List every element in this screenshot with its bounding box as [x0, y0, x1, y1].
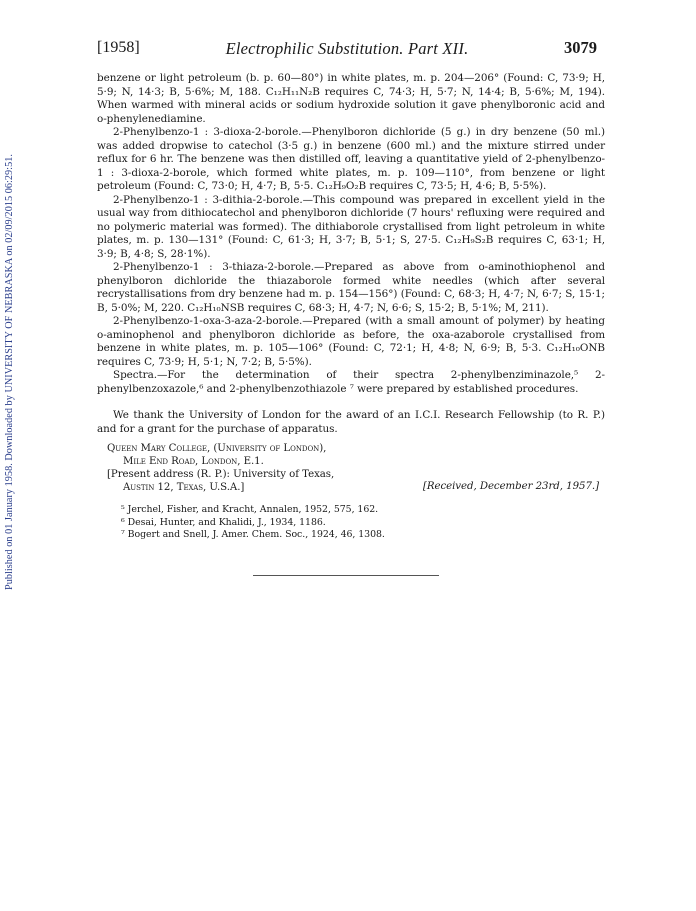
received-date: [Received, December 23rd, 1957.]	[422, 481, 599, 492]
address-line: Queen Mary College, (University of London),	[107, 443, 327, 454]
references	[97, 504, 605, 542]
paragraph-dioxaborole: 2-Phenylbenzo-1 : 3-dioxa-2-borole.—Phenylboron dichloride (5 g.) in dry benzene (50 ml.) was added dropwise to catechol (3·5 g.) in benzene (600 ml.) and the mixture stirred under reflux for 6 hr. The benzene was then distilled off, leaving a quantitative yield of 2-phenylbenzo-1 : 3-dioxa-2-borole, which formed white plates, m. p. 109—110°, from benzene or light petroleum (Found: C, 73·0; H, 4·7; B, 5·5. C₁₂H₉O₂B requires C, 73·5; H, 4·6; B, 5·5%).	[97, 126, 605, 192]
paragraph-oxazaborole: 2-Phenylbenzo-1-oxa-3-aza-2-borole.—Prepared (with a small amount of polymer) by heating o-aminophenol and phenylboron dichloride as before, the oxa-azaborole crystallised from benzene in white plates, m. p. 105—106° (Found: C, 72·1; H, 4·8; N, 6·9; B, 5·3. C₁₂H₁₀ONB requires C, 73·9; H, 5·1; N, 7·2; B, 5·5%).	[97, 315, 605, 368]
address-line: Mile End Road, London, E.1.	[123, 456, 264, 467]
paragraph-thiazaborole: 2-Phenylbenzo-1 : 3-thiaza-2-borole.—Prepared as above from o-aminothiophenol and phenylboron dichloride the thiazaborole formed white needles (which after several recrystallisations from dry benzene had m. p. 154—156°) (Found: C, 68·3; H, 4·7; N, 6·7; S, 15·1; B, 5·0%; M, 220. C₁₂H₁₀NSB requires C, 68·3; H, 4·7; N, 6·6; S, 15·2; B, 5·1%; M, 211).	[97, 261, 605, 314]
end-rule	[253, 575, 439, 576]
header-year: [1958]	[97, 39, 140, 56]
paragraph-spectra: Spectra.—For the determination of their spectra 2-phenylbenziminazole,⁵ 2-phenylbenzoxazole,⁶ and 2-phenylbenzothiazole ⁷ were prepared by established procedures.	[97, 369, 605, 395]
reference-item: ⁵ Jerchel, Fisher, and Kracht, Annalen, 1952, 575, 162.	[121, 504, 379, 515]
article-body	[97, 72, 605, 542]
header-title: Electrophilic Substitution. Part XII.	[225, 39, 469, 58]
address-line: Austin 12, Texas, U.S.A.]	[123, 482, 245, 493]
reference-item: ⁶ Desai, Hunter, and Khalidi, J., 1934, 1186.	[121, 516, 326, 528]
page-number: 3079	[564, 38, 597, 57]
paragraph-continued: benzene or light petroleum (b. p. 60—80°) in white plates, m. p. 204—206° (Found: C, 73·9; H, 5·9; N, 14·3; B, 5·6%; M, 188. C₁₂H₁₁N₂B requires C, 74·3; H, 5·7; N, 14·4; B, 5·6%; M, 194). When warmed with mineral acids or sodium hydroxide solution it gave phenylboronic acid and o-phenylenediamine.	[97, 72, 605, 125]
download-watermark: Published on 01 January 1958. Downloaded by UNIVERSITY OF NEBRASKA on 02/09/2015 06:29:51.	[4, 154, 15, 590]
acknowledgement: We thank the University of London for the award of an I.C.I. Research Fellowship (to R. P.) and for a grant for the purchase of apparatus.	[97, 409, 605, 435]
affiliation-block	[97, 440, 605, 496]
page-header	[97, 37, 597, 59]
paragraph-dithiaborole: 2-Phenylbenzo-1 : 3-dithia-2-borole.—This compound was prepared in excellent yield in the usual way from dithiocatechol and phenylboron dichloride (7 hours' refluxing were required and no polymeric material was formed). The dithiaborole crystallised from light petroleum in white plates, m. p. 130—131° (Found: C, 61·3; H, 3·7; B, 5·1; S, 27·5. C₁₂H₉S₂B requires C, 63·1; H, 3·9; B, 4·8; S, 28·1%).	[97, 193, 605, 260]
reference-item: ⁷ Bogert and Snell, J. Amer. Chem. Soc., 1924, 46, 1308.	[121, 529, 385, 540]
address-line: [Present address (R. P.): University of Texas,	[107, 469, 335, 480]
